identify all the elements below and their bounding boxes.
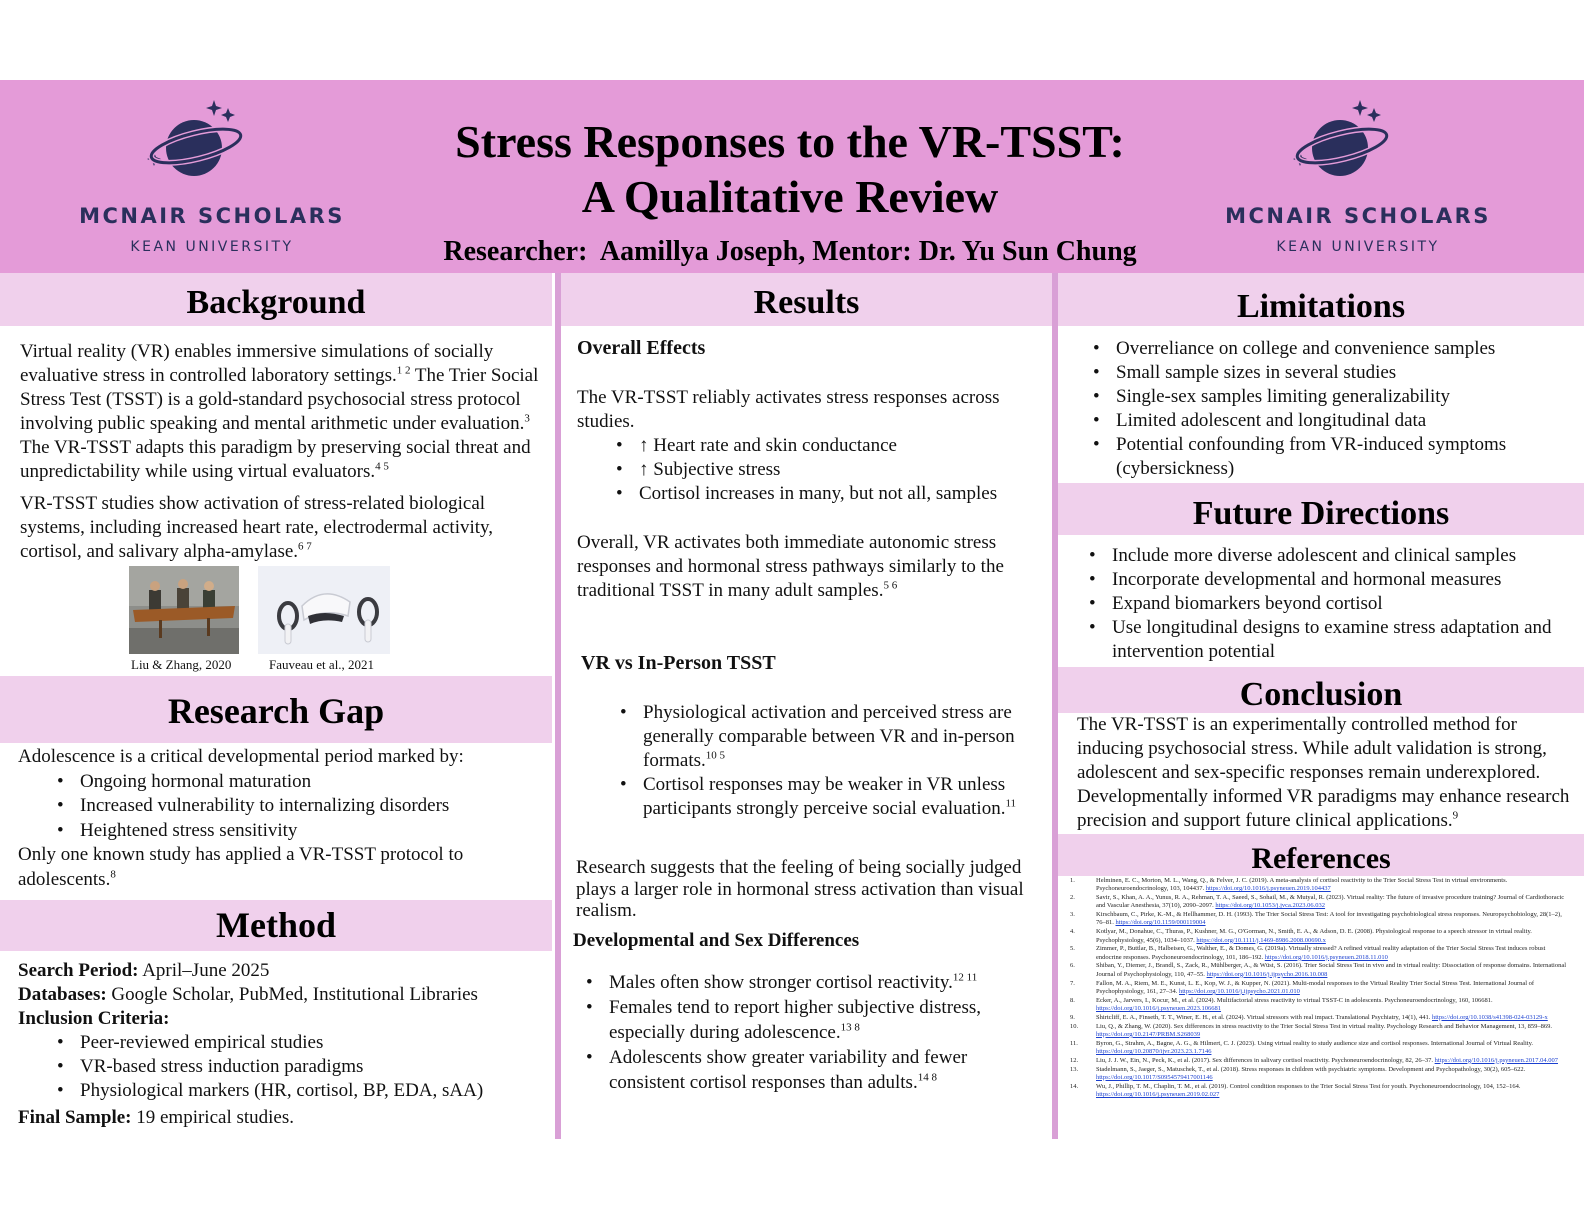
list-item: • VR-based stress induction paradigms xyxy=(54,1055,548,1079)
reference-item xyxy=(1070,894,1570,911)
reference-citation: Liu, J. J. W., Ein, N., Peck, K., et al. (2017). Sex differences in salivary cortisol reactivity. Psychoneuroendocrinology, 82, 26–37. xyxy=(1096,1056,1435,1064)
researcher-line: Researcher: Aamillya Joseph, Mentor: Dr. Yu Sun Chung xyxy=(443,236,1137,267)
reference-citation: Byron, G., Strahm, A., Bagne, A. G., & Hilmert, C. J. (2023). Using virtual reality to study audience size and cortisol responses. International Journal of Virtual Reality. xyxy=(1096,1039,1534,1047)
reference-doi-link[interactable]: https://doi.org/10.1159/000119004 xyxy=(1115,919,1206,927)
reference-number: 6. xyxy=(1070,962,1075,970)
reference-doi-link[interactable]: https://doi.org/10.1053/j.jvca.2023.06.032 xyxy=(1215,902,1326,910)
list-item: • Heightened stress sensitivity xyxy=(54,819,548,844)
title-line-1: Stress Responses to the VR-TSST: xyxy=(455,116,1125,167)
limitations-list xyxy=(1090,337,1570,481)
reference-number: 1. xyxy=(1070,877,1075,884)
reference-doi-link[interactable]: https://doi.org/10.1016/j.psyneuen.2019.02.027 xyxy=(1096,1090,1220,1098)
results-overall-summary: Overall, VR activates both immediate autonomic stress responses and hormonal stress pathways similarly to the traditional TSST in many adult samples.$^{5 6}$ xyxy=(577,532,1004,601)
image-caption-1: Liu & Zhang, 2020 xyxy=(131,657,232,672)
research-gap-list xyxy=(18,770,548,844)
reference-citation: Shirtcliff, E. A., Finseth, T. T., Winer, E. H., et al. (2024). Virtual stressors with real impact. Translational Psychiatry, 14(1), 441. xyxy=(1096,1013,1432,1021)
limitations-bullets xyxy=(1090,337,1570,481)
reference-doi-link[interactable]: https://doi.org/10.1016/j.psyneuen.2023.106681 xyxy=(1096,1004,1222,1012)
method-final-sample: Final Sample: 19 empirical studies. xyxy=(18,1107,295,1128)
list-item: • Males often show stronger cortisol reactivity.$^{12 11}$ xyxy=(583,970,1038,995)
reference-doi-link[interactable]: https://doi.org/10.2147/PRBM.S268039 xyxy=(1096,1030,1201,1038)
reference-item xyxy=(1070,945,1570,962)
reference-number: 11. xyxy=(1070,1039,1078,1047)
reference-citation: Kirschbaum, C., Pirke, K.-M., & Hellhammer, D. H. (1993). The Trier Social Stress Test: A tool for investigating psychobiological stress responses. Neuropsychobiology, 28(1–2), 76–81. xyxy=(1096,911,1562,927)
results-vr-summary: Research suggests that the feeling of being socially judged plays a larger role in hormonal stress activation than visual realism. xyxy=(576,857,1024,921)
list-item: • ↑ Heart rate and skin conductance xyxy=(613,434,1042,458)
section-heading-method: Method xyxy=(0,900,552,951)
conclusion-text: The VR-TSST is an experimentally controlled method for inducing psychosocial stress. While adult validation is strong, adolescent and sex-specific responses remain underexplored. Developmentally informed VR paradigms may enhance research precision and support future clinical applications.$^9$ xyxy=(1077,714,1570,831)
reference-citation: Wu, J., Phillip, T. M., Chaplin, T. M., et al. (2019). Control condition responses to the Trier Social Stress Test for youth. Psychoneuroendocrinology, 104, 152–164. xyxy=(1096,1082,1521,1090)
list-item: • Cortisol increases in many, but not all, samples xyxy=(613,482,1042,506)
list-item: • Limited adolescent and longitudinal data xyxy=(1090,409,1570,433)
list-item: • Overreliance on college and convenience samples xyxy=(1090,337,1570,361)
reference-doi-link[interactable]: https://doi.org/10.1016/j.ijpsycho.2016.10.008 xyxy=(1206,970,1328,978)
reference-item xyxy=(1070,1014,1570,1022)
title-line-2: A Qualitative Review xyxy=(581,171,999,222)
future-bullets xyxy=(1086,544,1566,664)
reference-number: 13. xyxy=(1070,1065,1079,1073)
section-heading-future-directions: Future Directions xyxy=(1058,483,1584,535)
section-heading-limitations: Limitations xyxy=(1058,273,1584,326)
research-gap-closing: Only one known study has applied a VR-TSST protocol to adolescents.$^8$ xyxy=(18,844,464,890)
reference-item xyxy=(1070,928,1570,945)
reference-item xyxy=(1070,1023,1570,1040)
reference-item xyxy=(1070,1066,1570,1083)
reference-item xyxy=(1070,911,1570,928)
results-overall-text xyxy=(577,386,1042,506)
reference-number: 4. xyxy=(1070,928,1075,936)
reference-doi-link[interactable]: https://doi.org/10.1038/s41398-024-03129-x xyxy=(1431,1013,1548,1021)
list-item: • Cortisol responses may be weaker in VR unless participants strongly perceive social evaluation.$^{11}$ xyxy=(617,773,1037,821)
section-heading-results: Results xyxy=(561,273,1052,326)
results-vr-list xyxy=(617,701,1037,821)
reference-citation: Savir, S., Khan, A. A., Yunus, R. A., Rehman, T. A., Saeed, S., Sohail, M., & Mutyal, R. (2023). Virtual reality: The future of invasive procedure training? Journal of Cardiothoracic and Vascular Anesthesia, 37(10), 2090–2097. xyxy=(1096,894,1565,910)
future-directions-list xyxy=(1086,544,1566,664)
reference-item xyxy=(1070,877,1570,894)
dev-differences-list xyxy=(583,970,1038,1095)
reference-item xyxy=(1070,997,1570,1014)
reference-item xyxy=(1070,980,1570,997)
logo-name: MCNAIR SCHOLARS xyxy=(79,204,345,228)
results-overall-heading: Overall Effects xyxy=(577,337,706,359)
logo-subtitle: KEAN UNIVERSITY xyxy=(1276,239,1440,255)
vr-comparison-list xyxy=(617,701,1037,821)
list-item: • Incorporate developmental and hormonal measures xyxy=(1086,568,1566,592)
logo-subtitle: KEAN UNIVERSITY xyxy=(130,239,294,255)
reference-number: 9. xyxy=(1070,1013,1075,1021)
logo-name: MCNAIR SCHOLARS xyxy=(1225,204,1491,228)
reference-number: 5. xyxy=(1070,945,1075,953)
reference-citation: Kotlyar, M., Donahue, C., Thuras, P., Kushner, M. G., O'Gorman, N., Smith, E. A., & Adson, D. E. (2008). Physiological response to a speech stressor in virtual reality. Psychophysiology, 45(6), 1034–1037. xyxy=(1096,928,1532,944)
list-item: • Use longitudinal designs to examine stress adaptation and intervention potential xyxy=(1086,616,1566,664)
list-item: • ↑ Subjective stress xyxy=(613,458,1042,482)
list-item: • Adolescents show greater variability and fewer consistent cortisol responses than adults.$^{14 8}$ xyxy=(583,1045,1038,1095)
list-item: • Include more diverse adolescent and clinical samples xyxy=(1086,544,1566,568)
list-item: • Peer-reviewed empirical studies xyxy=(54,1031,548,1055)
list-item: • Potential confounding from VR-induced symptoms (cybersickness) xyxy=(1090,433,1570,481)
column-divider xyxy=(555,273,561,1139)
reference-citation: Helminen, E. C., Morton, M. L., Wang, Q., & Felver, J. C. (2019). A meta-analysis of cortisol reactivity to the Trier Social Stress Test in virtual environments. Psychoneuroendocrinology, 103, 104437. xyxy=(1096,877,1508,893)
references-list xyxy=(1070,877,1570,1100)
reference-citation: Ecker, A., Jarvers, I., Kocur, M., et al. (2024). Multifactorial stress reactivity to virtual TSST-C in adolescents. Psychoneuroendocrinology, 160, 106681. xyxy=(1096,996,1493,1004)
results-overall-intro: The VR-TSST reliably activates stress responses across studies. xyxy=(577,387,1000,432)
reference-number: 12. xyxy=(1070,1056,1079,1064)
list-item: • Females tend to report higher subjective distress, especially during adolescence.$^{13 8}$ xyxy=(583,995,1038,1045)
background-paragraph-1: Virtual reality (VR) enables immersive simulations of socially evaluative stress in controlled laboratory settings.$^{1 2}$ The Trier Social Stress Test (TSST) is a gold-standard psychosocial stress protocol involving public speaking and mental arithmetic under evaluation.$^3$ The VR-TSST adapts this paradigm by preserving social threat and unpredictability while using virtual evaluators.$^{4 5}$ xyxy=(20,341,539,482)
results-dev-heading: Developmental and Sex Differences xyxy=(573,930,860,951)
method-search-period: Search Period: April–June 2025 xyxy=(18,960,270,981)
reference-doi-link[interactable]: https://doi.org/10.1017/S0954579417001146 xyxy=(1096,1073,1213,1081)
reference-number: 10. xyxy=(1070,1022,1079,1030)
results-vr-heading: VR vs In-Person TSST xyxy=(581,652,776,674)
planet-with-stars-icon xyxy=(144,94,254,190)
reference-number: 7. xyxy=(1070,979,1075,987)
reference-citation: Stadelmann, S., Jaeger, S., Matuschek, T., et al. (2018). Stress responses in children with psychiatric symptoms. Development and Psychopathology, 30(2), 605–622. xyxy=(1096,1065,1526,1073)
reference-item xyxy=(1070,962,1570,979)
results-dev-list xyxy=(583,970,1038,1095)
section-heading-background: Background xyxy=(0,273,552,326)
reference-doi-link[interactable]: https://doi.org/10.1016/j.psyneuen.2019.104437 xyxy=(1205,885,1331,893)
reference-number: 14. xyxy=(1070,1082,1079,1090)
background-text xyxy=(20,340,545,572)
list-item: • Ongoing hormonal maturation xyxy=(54,770,548,795)
list-item: • Physiological activation and perceived stress are generally comparable between VR and in-person formats.$^{10 5}$ xyxy=(617,701,1037,773)
section-heading-references: References xyxy=(1058,834,1584,876)
research-gap-text xyxy=(18,745,548,892)
list-item: • Physiological markers (HR, cortisol, BP, EDA, sAA) xyxy=(54,1079,548,1103)
section-heading-research-gap: Research Gap xyxy=(0,676,552,743)
mcnair-logo-right xyxy=(1208,94,1508,264)
vr-headset-image xyxy=(258,566,390,654)
reference-doi-link[interactable]: https://doi.org/10.1111/j.1469-8986.2008.00690.x xyxy=(1196,936,1326,944)
mcnair-logo-left xyxy=(62,94,362,264)
method-criteria-list xyxy=(18,1031,548,1103)
reference-number: 8. xyxy=(1070,996,1075,1004)
reference-doi-link[interactable]: https://doi.org/10.20870/ijvr.2023.23.1.7146 xyxy=(1096,1047,1212,1055)
results-overall-list xyxy=(577,434,1042,506)
reference-doi-link[interactable]: https://doi.org/10.1016/j.psyneuen.2018.11.010 xyxy=(1264,953,1388,961)
method-criteria-label: Inclusion Criteria: xyxy=(18,1008,170,1029)
planet-with-stars-icon xyxy=(1290,94,1400,190)
list-item: • Increased vulnerability to internalizing disorders xyxy=(54,794,548,819)
reference-citation: Liu, Q., & Zhang, W. (2020). Sex differences in stress reactivity to the Trier Social Stress Test in virtual reality. Psychology Research and Behavior Management, 13, 859–869. xyxy=(1096,1022,1552,1030)
method-text xyxy=(18,959,548,1130)
reference-doi-link[interactable]: https://doi.org/10.1016/j.ijpsycho.2021.01.010 xyxy=(1179,987,1300,995)
list-item: • Small sample sizes in several studies xyxy=(1090,361,1570,385)
reference-item xyxy=(1070,1083,1570,1100)
research-gap-intro: Adolescence is a critical developmental period marked by: xyxy=(18,746,464,767)
poster-title xyxy=(380,114,1200,224)
poster-header xyxy=(0,80,1584,273)
section-heading-conclusion: Conclusion xyxy=(1058,667,1584,713)
reference-citation: Shiban, Y., Diemer, J., Brandl, S., Zack, R., Mühlberger, A., & Wüst, S. (2016). Trier Social Stress Test in vivo and in virtual reality: Dissociation of response domains. International Journal of Psychophysiology, 110, 47–55. xyxy=(1096,962,1567,978)
list-item: • Expand biomarkers beyond cortisol xyxy=(1086,592,1566,616)
method-databases: Databases: Google Scholar, PubMed, Institutional Libraries xyxy=(18,984,478,1005)
reference-item xyxy=(1070,1040,1570,1057)
reference-number: 2. xyxy=(1070,894,1075,902)
reference-citation: Fallon, M. A., Riem, M. E., Kunst, L. E., Kop, W. J., & Kupper, N. (2021). Multi-modal responses to the Virtual Reality Trier Social Stress Test. International Journal of Psychophysiology, 161, 27–34. xyxy=(1096,979,1535,995)
reference-citation: Zimmer, P., Buttlar, B., Halbeisen, G., Walther, E., & Domes, G. (2019a). Virtually stressed? A refined virtual reality adaptation of the Trier Social Stress Test induces robust endocrine responses. Psychoneuroendocrinology, 101, 186–192. xyxy=(1096,945,1546,961)
image-caption-2: Fauveau et al., 2021 xyxy=(269,657,375,672)
reference-item xyxy=(1070,1057,1570,1065)
reference-number: 3. xyxy=(1070,911,1075,919)
vr-tsst-scene-image xyxy=(129,566,239,654)
reference-doi-link[interactable]: https://doi.org/10.1016/j.psyneuen.2017.04.007 xyxy=(1434,1056,1558,1064)
background-paragraph-2: VR-TSST studies show activation of stress-related biological systems, including increased heart rate, electrodermal activity, cortisol, and salivary alpha-amylase.$^{6 7}$ xyxy=(20,493,494,562)
list-item: • Single-sex samples limiting generalizability xyxy=(1090,385,1570,409)
